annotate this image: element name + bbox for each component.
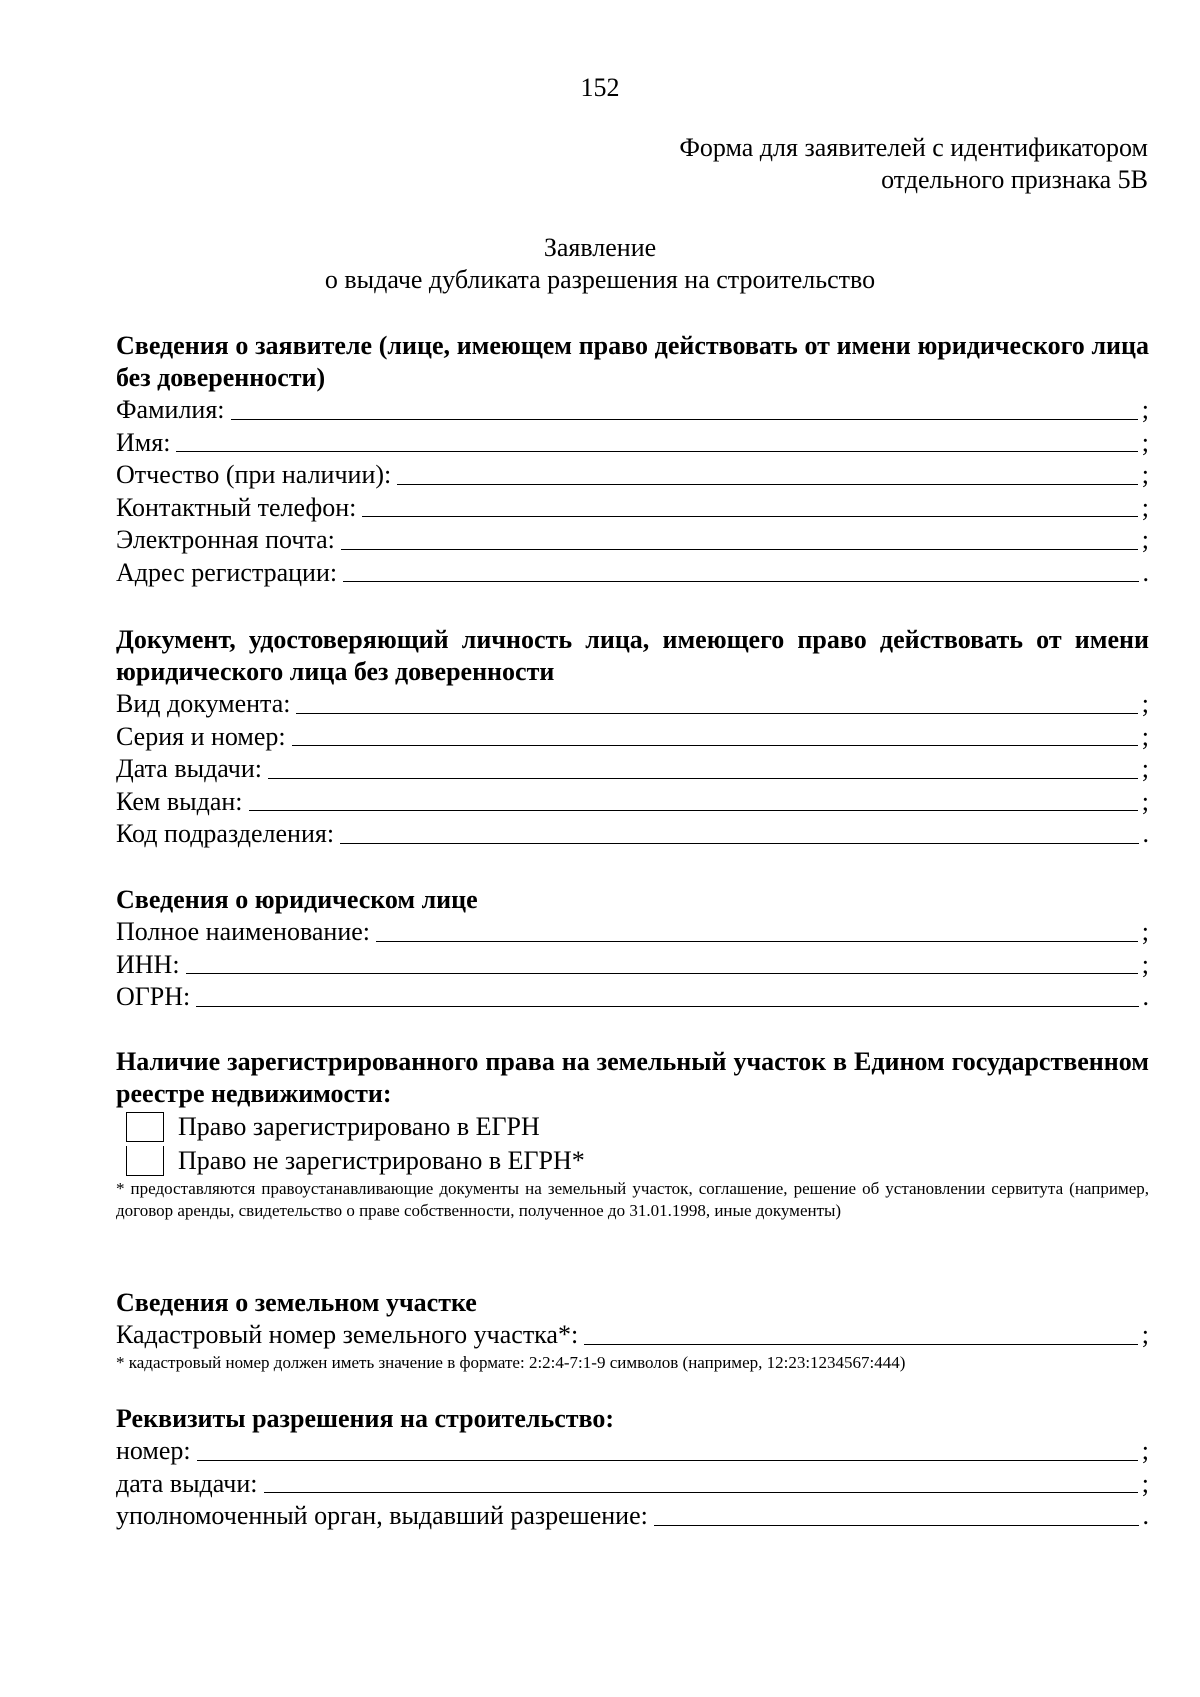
title-line2: о выдаче дубликата разрешения на строительство (324, 265, 876, 294)
issuing-authority-field[interactable] (654, 1503, 1139, 1526)
identity-document-section (116, 624, 1149, 851)
field-terminator: ; (1141, 786, 1149, 816)
field-terminator: ; (1141, 1468, 1149, 1498)
permit-number-label: номер: (116, 1436, 191, 1465)
form-designation (679, 132, 1148, 196)
form-designation-line2: отдельного признака 5В (881, 165, 1148, 194)
legal-entity-fields (116, 916, 1149, 1014)
field-terminator: ; (1141, 917, 1149, 946)
applicant-section (116, 330, 1149, 589)
land-rights-options (116, 1110, 1149, 1178)
field-row-patronymic (116, 459, 1149, 492)
field-terminator: . (1142, 557, 1149, 587)
not-registered-checkbox[interactable] (126, 1146, 164, 1176)
field-terminator: ; (1141, 1320, 1149, 1349)
field-terminator: . (1142, 982, 1149, 1011)
address-field[interactable] (343, 559, 1138, 582)
permit-section (116, 1403, 1149, 1533)
applicant-fields (116, 394, 1149, 589)
field-terminator: ; (1141, 427, 1149, 457)
permit-number-field[interactable] (197, 1438, 1138, 1461)
issue-date-label: Дата выдачи: (116, 754, 263, 783)
cadastral-number-label: Кадастровый номер земельного участка*: (116, 1320, 579, 1349)
division-code-field[interactable] (340, 821, 1138, 844)
ogrn-label: ОГРН: (116, 982, 191, 1011)
field-terminator: ; (1141, 1436, 1149, 1465)
ogrn-field[interactable] (196, 984, 1138, 1007)
land-rights-heading: Наличие зарегистрированного права на земельный участок в Едином государственном реестре недвижимости: (116, 1047, 1149, 1108)
inn-label: ИНН: (116, 949, 180, 979)
issued-by-field[interactable] (249, 788, 1138, 811)
cadastral-footnote: * кадастровый номер должен иметь значение в формате: 2:2:4-7:1-9 символов (например, 12:23:1234567:444) (116, 1352, 906, 1372)
inn-field[interactable] (186, 951, 1138, 974)
surname-field[interactable] (231, 397, 1138, 420)
land-plot-heading: Сведения о земельном участке (116, 1288, 477, 1317)
field-terminator: . (1142, 819, 1149, 848)
field-terminator: ; (1141, 492, 1149, 522)
page-number: 152 (580, 73, 620, 102)
land-rights-footnote: * предоставляются правоустанавливающие документы на земельный участок, соглашение, решение об установлении сервитута (например, договор аренды, свидетельство о праве собственности, полученное до 31.01.1998, иные документы) (116, 1179, 1149, 1220)
doc-type-field[interactable] (296, 691, 1137, 714)
name-label: Имя: (116, 427, 171, 457)
series-number-label: Серия и номер: (116, 721, 286, 751)
field-terminator: ; (1141, 689, 1149, 718)
division-code-label: Код подразделения: (116, 819, 335, 848)
address-label: Адрес регистрации: (116, 557, 338, 587)
phone-label: Контактный телефон: (116, 492, 357, 522)
field-terminator: ; (1141, 395, 1149, 424)
title-line1: Заявление (543, 233, 657, 262)
field-terminator: ; (1141, 721, 1149, 751)
field-row-permit-number (116, 1435, 1149, 1468)
field-row-surname (116, 394, 1149, 427)
email-label: Электронная почта: (116, 525, 335, 554)
field-terminator: ; (1141, 754, 1149, 783)
issuing-authority-label: уполномоченный орган, выдавший разрешение: (116, 1501, 648, 1530)
permit-date-field[interactable] (264, 1470, 1138, 1493)
not-registered-label: Право не зарегистрировано в ЕГРН* (178, 1146, 585, 1175)
field-terminator: . (1142, 1501, 1149, 1530)
applicant-heading: Сведения о заявителе (лице, имеющем право действовать от имени юридического лица без доверенности) (116, 331, 1149, 392)
field-row-series-number (116, 721, 1149, 754)
full-name-field[interactable] (376, 919, 1138, 942)
field-row-issue-date (116, 753, 1149, 786)
legal-entity-heading: Сведения о юридическом лице (116, 885, 478, 914)
permit-heading: Реквизиты разрешения на строительство: (116, 1404, 615, 1433)
field-row-issued-by (116, 786, 1149, 819)
land-plot-section (116, 1287, 1149, 1374)
name-field[interactable] (176, 429, 1137, 452)
email-field[interactable] (341, 527, 1138, 550)
field-row-cadastral-number (116, 1319, 1149, 1352)
series-number-field[interactable] (292, 723, 1138, 746)
field-row-inn (116, 949, 1149, 982)
field-terminator: ; (1141, 460, 1149, 489)
option-not-registered (116, 1144, 1149, 1178)
field-terminator: ; (1141, 525, 1149, 554)
field-row-address (116, 557, 1149, 590)
field-row-email (116, 524, 1149, 557)
document-title (0, 232, 1200, 296)
field-row-ogrn (116, 981, 1149, 1014)
patronymic-field[interactable] (397, 462, 1138, 485)
issue-date-field[interactable] (268, 756, 1138, 779)
patronymic-label: Отчество (при наличии): (116, 460, 392, 489)
doc-type-label: Вид документа: (116, 689, 291, 718)
legal-entity-section (116, 884, 1149, 1014)
field-row-permit-date (116, 1468, 1149, 1501)
surname-label: Фамилия: (116, 395, 225, 424)
identity-document-heading: Документ, удостоверяющий личность лица, имеющего право действовать от имени юридического лица без доверенности (116, 625, 1149, 686)
permit-date-label: дата выдачи: (116, 1468, 258, 1498)
cadastral-number-field[interactable] (584, 1322, 1138, 1345)
field-row-issuing-authority (116, 1500, 1149, 1533)
field-row-name (116, 427, 1149, 460)
field-row-phone (116, 492, 1149, 525)
phone-field[interactable] (362, 494, 1137, 517)
option-registered (116, 1110, 1149, 1144)
field-row-full-name (116, 916, 1149, 949)
identity-document-fields (116, 688, 1149, 851)
field-terminator: ; (1141, 949, 1149, 979)
field-row-division-code (116, 818, 1149, 851)
registered-label: Право зарегистрировано в ЕГРН (178, 1112, 540, 1141)
issued-by-label: Кем выдан: (116, 786, 243, 816)
permit-fields (116, 1435, 1149, 1533)
form-designation-line1: Форма для заявителей с идентификатором (679, 133, 1148, 162)
full-name-label: Полное наименование: (116, 917, 371, 946)
field-row-doc-type (116, 688, 1149, 721)
registered-checkbox[interactable] (126, 1112, 164, 1142)
land-rights-section (116, 1046, 1149, 1222)
